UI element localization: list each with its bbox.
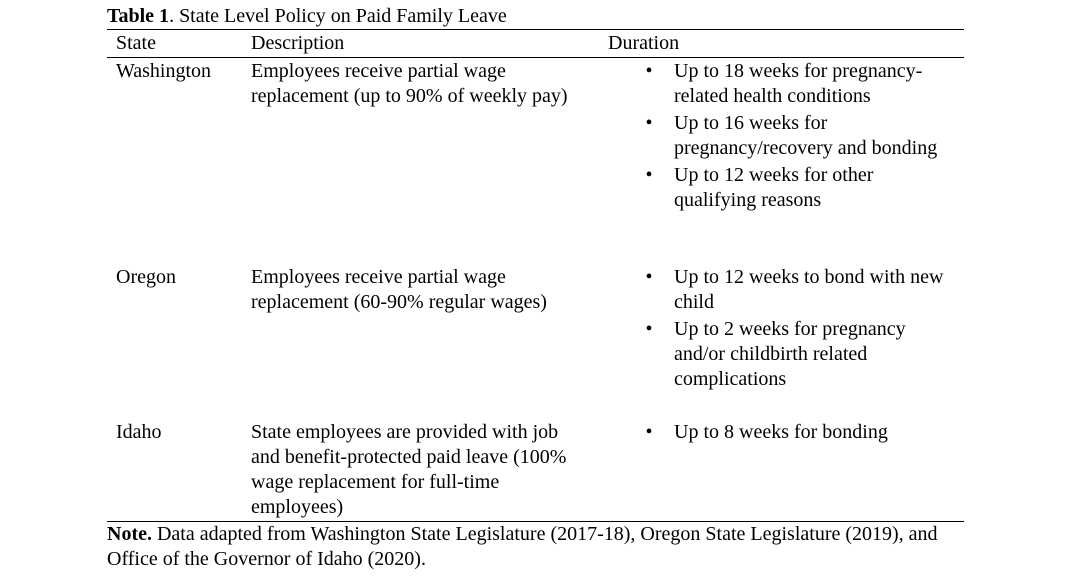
table-caption	[107, 4, 964, 29]
table-body	[107, 58, 964, 521]
cell-description: Employees receive partial wage replacement (60-90% regular wages)	[251, 266, 547, 313]
table-header-row	[107, 30, 964, 57]
bullet-icon: •	[645, 266, 653, 288]
table-note-text: Data adapted from Washington State Legislature (2017-18), Oregon State Legislature (2019), and Office of the Governor of Idaho (2020).	[107, 523, 938, 570]
document-page	[107, 4, 964, 572]
table-row	[107, 58, 964, 264]
duration-list-item	[608, 420, 954, 445]
table-note	[107, 522, 964, 572]
cell-state: Oregon	[116, 266, 176, 288]
duration-list	[608, 420, 964, 445]
header-state: State	[116, 32, 156, 54]
duration-text: Up to 16 weeks for pregnancy/recovery and bonding	[674, 112, 938, 159]
duration-text: Up to 2 weeks for pregnancy and/or childbirth related complications	[674, 318, 906, 390]
header-duration: Duration	[608, 32, 680, 54]
bullet-icon: •	[645, 421, 653, 443]
table-note-label: Note.	[107, 523, 152, 545]
duration-list	[608, 265, 964, 392]
cell-description: Employees receive partial wage replacement (up to 90% of weekly pay)	[251, 60, 568, 107]
cell-state: Washington	[116, 60, 212, 82]
bullet-icon: •	[645, 318, 653, 340]
duration-list	[608, 59, 964, 213]
bullet-icon: •	[645, 112, 653, 134]
cell-description: State employees are provided with job and benefit-protected paid leave (100% wage replacement for full-time employees)	[251, 421, 567, 518]
cell-duration	[608, 420, 964, 447]
cell-state: Idaho	[116, 421, 162, 443]
duration-list-item	[608, 163, 954, 213]
bullet-icon: •	[645, 60, 653, 82]
duration-list-item	[608, 317, 954, 392]
header-description: Description	[251, 32, 345, 54]
duration-list-item	[608, 111, 954, 161]
table-caption-label: Table 1	[107, 5, 170, 27]
duration-text: Up to 12 weeks to bond with new child	[674, 266, 944, 313]
duration-text: Up to 18 weeks for pregnancy-related health conditions	[674, 60, 923, 107]
duration-text: Up to 8 weeks for bonding	[674, 421, 888, 443]
cell-duration	[608, 265, 964, 394]
duration-list-item	[608, 265, 954, 315]
duration-list-item	[608, 59, 954, 109]
duration-text: Up to 12 weeks for other qualifying reasons	[674, 164, 874, 211]
bullet-icon: •	[645, 164, 653, 186]
table-row	[107, 419, 964, 521]
table-caption-text: . State Level Policy on Paid Family Leave	[169, 5, 507, 27]
table-row	[107, 264, 964, 419]
cell-duration	[608, 59, 964, 215]
